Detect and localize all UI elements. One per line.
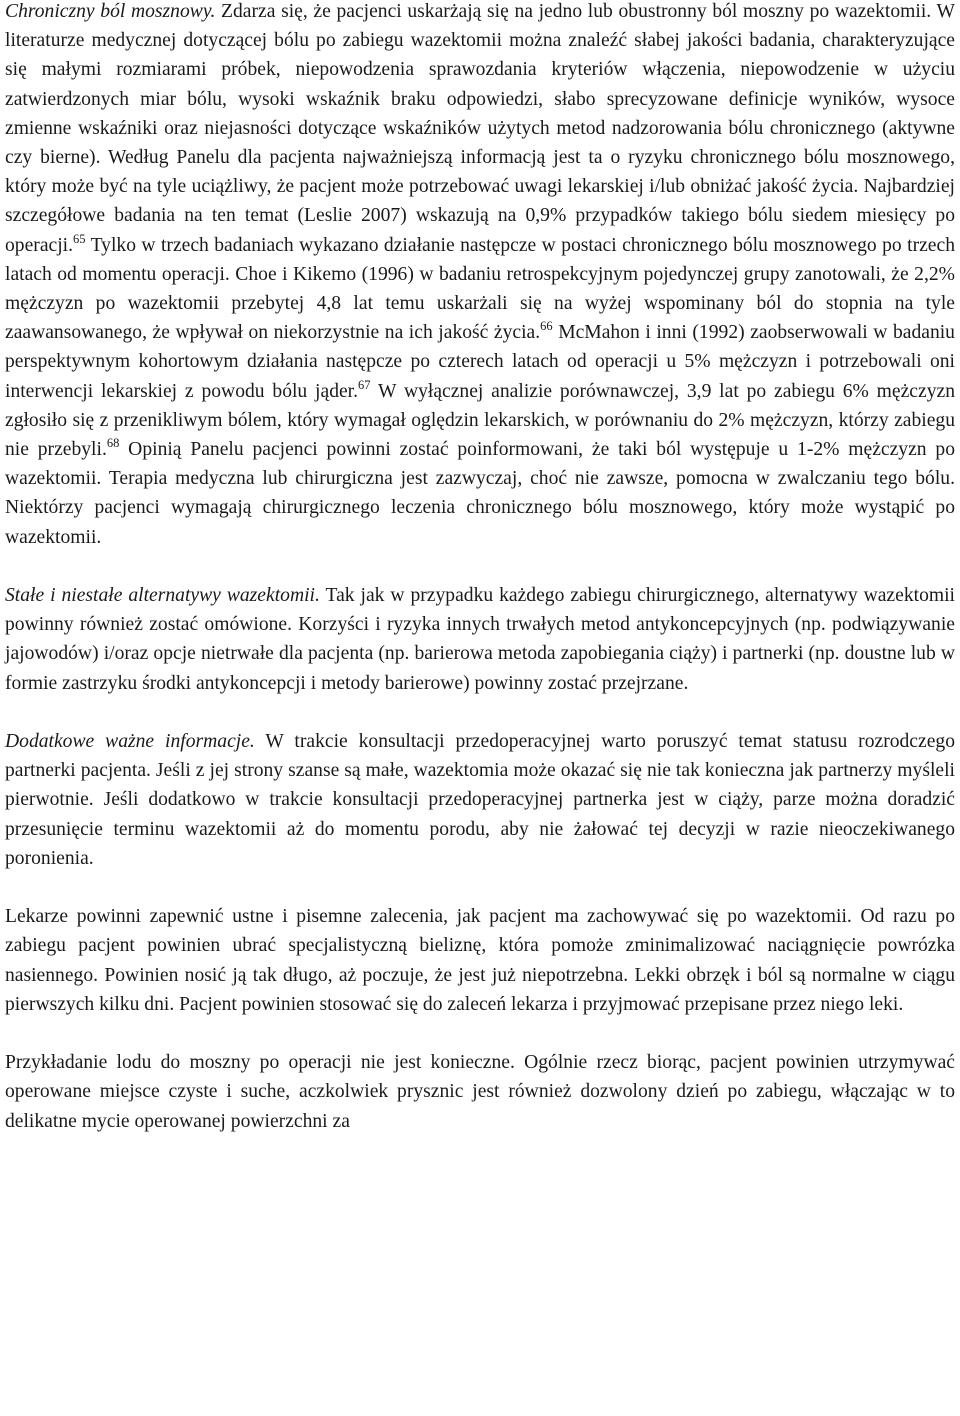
paragraph-ice-hygiene bbox=[5, 1048, 955, 1136]
paragraph-text: Przykładanie lodu do moszny po operacji nie jest konieczne. Ogólnie rzecz biorąc, pacjent powinien utrzymywać operowane miejsce czyste i suche, aczkolwiek prysznic jest również dozwolony dzień po zabiegu, włączając w to delikatne mycie operowanej powierzchni za bbox=[5, 1052, 955, 1132]
footnote-ref[interactable]: 67 bbox=[358, 377, 371, 392]
footnote-ref[interactable]: 65 bbox=[73, 231, 86, 246]
footnote-ref[interactable]: 68 bbox=[106, 436, 120, 451]
paragraph-lead-chronic-pain: Chroniczny ból mosznowy. bbox=[5, 1, 216, 22]
paragraph-text: Opinią Panelu pacjenci powinni zostać poinformowani, że taki ból występuje u 1-2% mężczyzn po wazektomii. Terapia medyczna lub chirurgiczna jest zazwyczaj, choć nie zawsze, pomocna w zwalczaniu tego bólu. Niektórzy pacjenci wymagają chirurgicznego leczenia chronicznego bólu mosznowego, który może wystąpić po wazektomii. bbox=[5, 439, 956, 548]
footnote-ref[interactable]: 66 bbox=[540, 319, 553, 334]
paragraph-chronic-pain bbox=[5, 0, 955, 552]
paragraph-text: Tylko w trzech badaniach wykazano działanie następcze w postaci chronicznego bólu mosznowego po trzech latach od momentu operacji. Choe i Kikemo (1996) w badaniu retrospekcyjnym pojedynczej grupy zanotowali, że 2,2% mężczyzn po wazektomii przebytej 4,8 lat temu uskarżali się na wyżej wspominany ból do stopnia na tyle zaawansowanego, że wpływał on niekorzystnie na ich jakość życia. bbox=[5, 234, 955, 344]
paragraph-lead-alternatives: Stałe i niestałe alternatywy wazektomii. bbox=[5, 585, 320, 607]
paragraph-post-op-instructions bbox=[5, 902, 955, 1019]
paragraph-text: Zdarza się, że pacjenci uskarżają się na jedno lub obustronny ból moszny po wazektomii. W literaturze medycznej dotyczącej bólu po zabiegu wazektomii można znaleźć słabej jakości badania, charakteryzujące się małymi rozmiarami próbek, niepowodzenia sprawozdania kryteriów włączenia, niepowodzenie w użyciu zatwierdzonych miar bólu, wysoki wskaźnik braku odpowiedzi, słabo sprecyzowane definicje wyników, wysoce zmienne wskaźniki oraz niejasności dotyczące wskaźników użytych metod nadzorowania bólu chronicznego (aktywne czy bierne). Według Panelu dla pacjenta najważniejszą informacją jest ta o ryzyku chronicznego bólu mosznowego, który może być na tyle uciążliwy, że pacjent może potrzebować uwagi lekarskiej i/lub obniżać jakość życia. Najbardziej szczegółowe badania na ten temat (Leslie 2007) wskazują na 0,9% przypadków takiego bólu siedem miesięcy po operacji. bbox=[5, 1, 955, 256]
paragraph-text: W trakcie konsultacji przedoperacyjnej warto poruszyć temat statusu rozrodczego partnerki pacjenta. Jeśli z jej strony szanse są małe, wazektomia może okazać się nie tak konieczna jak partnerzy myśleli pierwotnie. Jeśli dodatkowo w trakcie konsultacji przedoperacyjnej partnerka jest w ciąży, parze można doradzić przesunięcie terminu wazektomii aż do momentu porodu, aby nie żałować tej decyzji w razie nieoczekiwanego poronienia. bbox=[5, 731, 955, 869]
paragraph-text: Tak jak w przypadku każdego zabiegu chirurgicznego, alternatywy wazektomii powinny również zostać omówione. Korzyści i ryzyka innych trwałych metod antykoncepcyjnych (np. podwiązywanie jajowodów) i/oraz opcje nietrwałe dla pacjenta (np. barierowa metoda zapobiegania ciąży) i partnerki (np. doustne lub w formie zastrzyku środki antykoncepcji i metody barierowe) powinny zostać przejrzane. bbox=[5, 585, 955, 694]
paragraph-lead-additional-info: Dodatkowe ważne informacje. bbox=[5, 731, 255, 753]
paragraph-additional-info bbox=[5, 727, 955, 873]
paragraph-text: Lekarze powinni zapewnić ustne i pisemne zalecenia, jak pacjent ma zachowywać się po wazektomii. Od razu po zabiegu pacjent powinien ubrać specjalistyczną bieliznę, która pomoże zminimalizować naciągnięcie powrózka nasiennego. Powinien nosić ją tak długo, aż poczuje, że jest już niepotrzebna. Lekki obrzęk i ból są normalne w ciągu pierwszych kilku dni. Pacjent powinien stosować się do zaleceń lekarza i przyjmować przepisane przez niego leki. bbox=[5, 906, 955, 1015]
paragraph-text: McMahon i inni (1992) zaobserwowali w badaniu perspektywnym kohortowym działania następcze po czterech latach od operacji u 5% mężczyzn i potrzebowali oni interwencji lekarskiej z powodu bólu jąder. bbox=[5, 322, 955, 402]
paragraph-text: W wyłącznej analizie porównawczej, 3,9 lat po zabiegu 6% mężczyzn zgłosiło się z przenikliwym bólem, który wymagał oględzin lekarskich, w porównaniu do 2% mężczyzn, którzy zabiegu nie przebyli. bbox=[5, 380, 955, 461]
paragraph-alternatives bbox=[5, 581, 955, 698]
document-page bbox=[5, 0, 955, 1136]
